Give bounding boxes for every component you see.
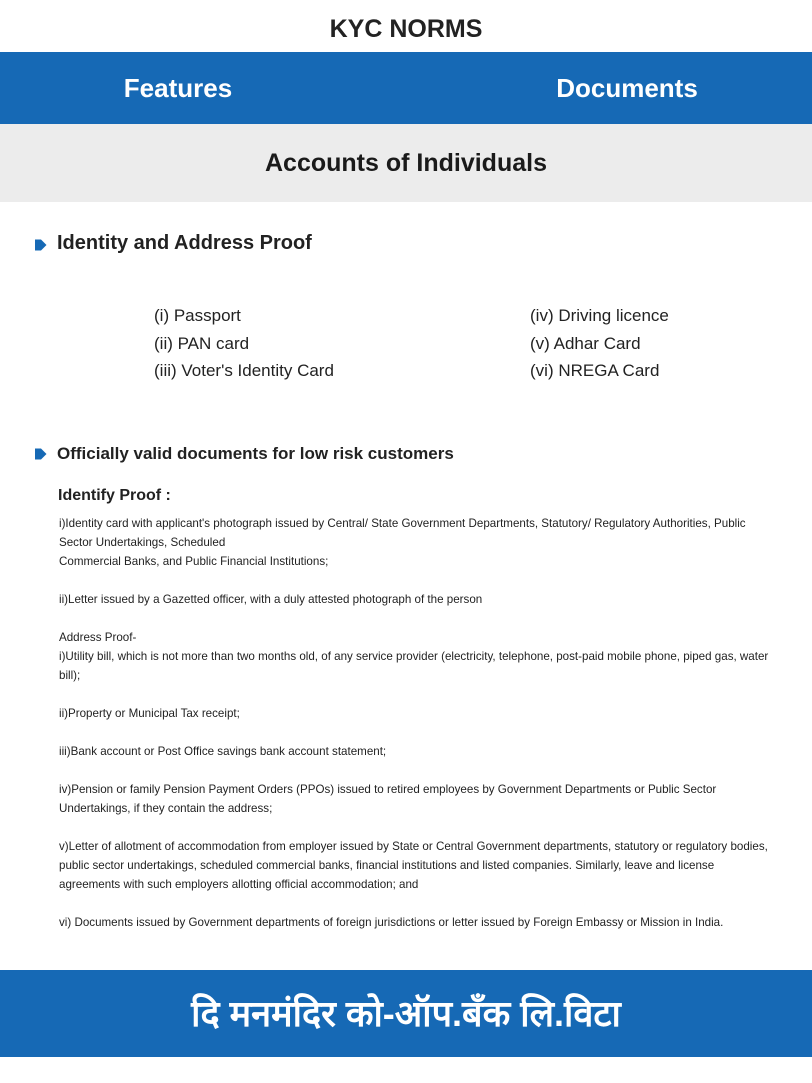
document-paragraph: ii)Letter issued by a Gazetted officer, with a duly attested photograph of the person xyxy=(59,593,483,606)
page-title: KYC NORMS xyxy=(329,15,483,43)
document-body xyxy=(59,514,775,951)
tab-features[interactable]: Features xyxy=(123,73,233,103)
document-paragraph: Address Proof- i)Utility bill, which is not more than two months old, of any service provider (electricity, telephone, post-paid mobile phone, piped gas, water bill); xyxy=(59,631,769,682)
document-paragraph: iv)Pension or family Pension Payment Orders (PPOs) issued to retired employees by Government Departments or Public Sector Undertakings, if they contain the address; xyxy=(59,783,717,815)
list-item: (iii) Voter's Identity Card xyxy=(154,361,334,380)
id-list-right xyxy=(530,302,669,385)
document-paragraph: iii)Bank account or Post Office savings bank account statement; xyxy=(59,745,387,758)
tab-bar xyxy=(0,52,812,124)
bank-name-footer: दि मनमंदिर को-ऑप.बँक लि.विटा xyxy=(0,970,812,1057)
document-paragraph: ii)Property or Municipal Tax receipt; xyxy=(59,707,240,720)
document-paragraph: v)Letter of allotment of accommodation from employer issued by State or Central Government departments, statutory or regulatory bodies, public sector undertakings, scheduled commercial banks, financial institutions and listed companies. Similarly, leave and license agreements with such employers allotting official accommodation; and xyxy=(59,840,768,891)
list-item: (iv) Driving licence xyxy=(530,306,669,325)
identify-proof-heading: Identify Proof : xyxy=(58,487,171,504)
document-paragraph: vi) Documents issued by Government departments of foreign jurisdictions or letter issued by Foreign Embassy or Mission in India. xyxy=(59,916,724,929)
list-item: (v) Adhar Card xyxy=(530,333,641,353)
identity-address-heading: Identity and Address Proof xyxy=(57,232,312,254)
document-paragraph: i)Identity card with applicant's photograph issued by Central/ State Government Departments, Statutory/ Regulatory Authorities, Public Sector Undertakings, Scheduled Commercial Banks, and Public Financial Institutions; xyxy=(59,517,746,568)
section-title: Accounts of Individuals xyxy=(0,124,812,202)
list-item: (ii) PAN card xyxy=(154,333,250,353)
arrow-bullet-icon xyxy=(34,238,48,252)
list-item: (vi) NREGA Card xyxy=(530,361,660,380)
list-item: (i) Passport xyxy=(154,306,241,325)
arrow-bullet-icon xyxy=(34,447,48,461)
id-list-left xyxy=(154,302,334,385)
low-risk-heading: Officially valid documents for low risk customers xyxy=(57,444,454,463)
tab-documents[interactable]: Documents xyxy=(556,73,698,103)
